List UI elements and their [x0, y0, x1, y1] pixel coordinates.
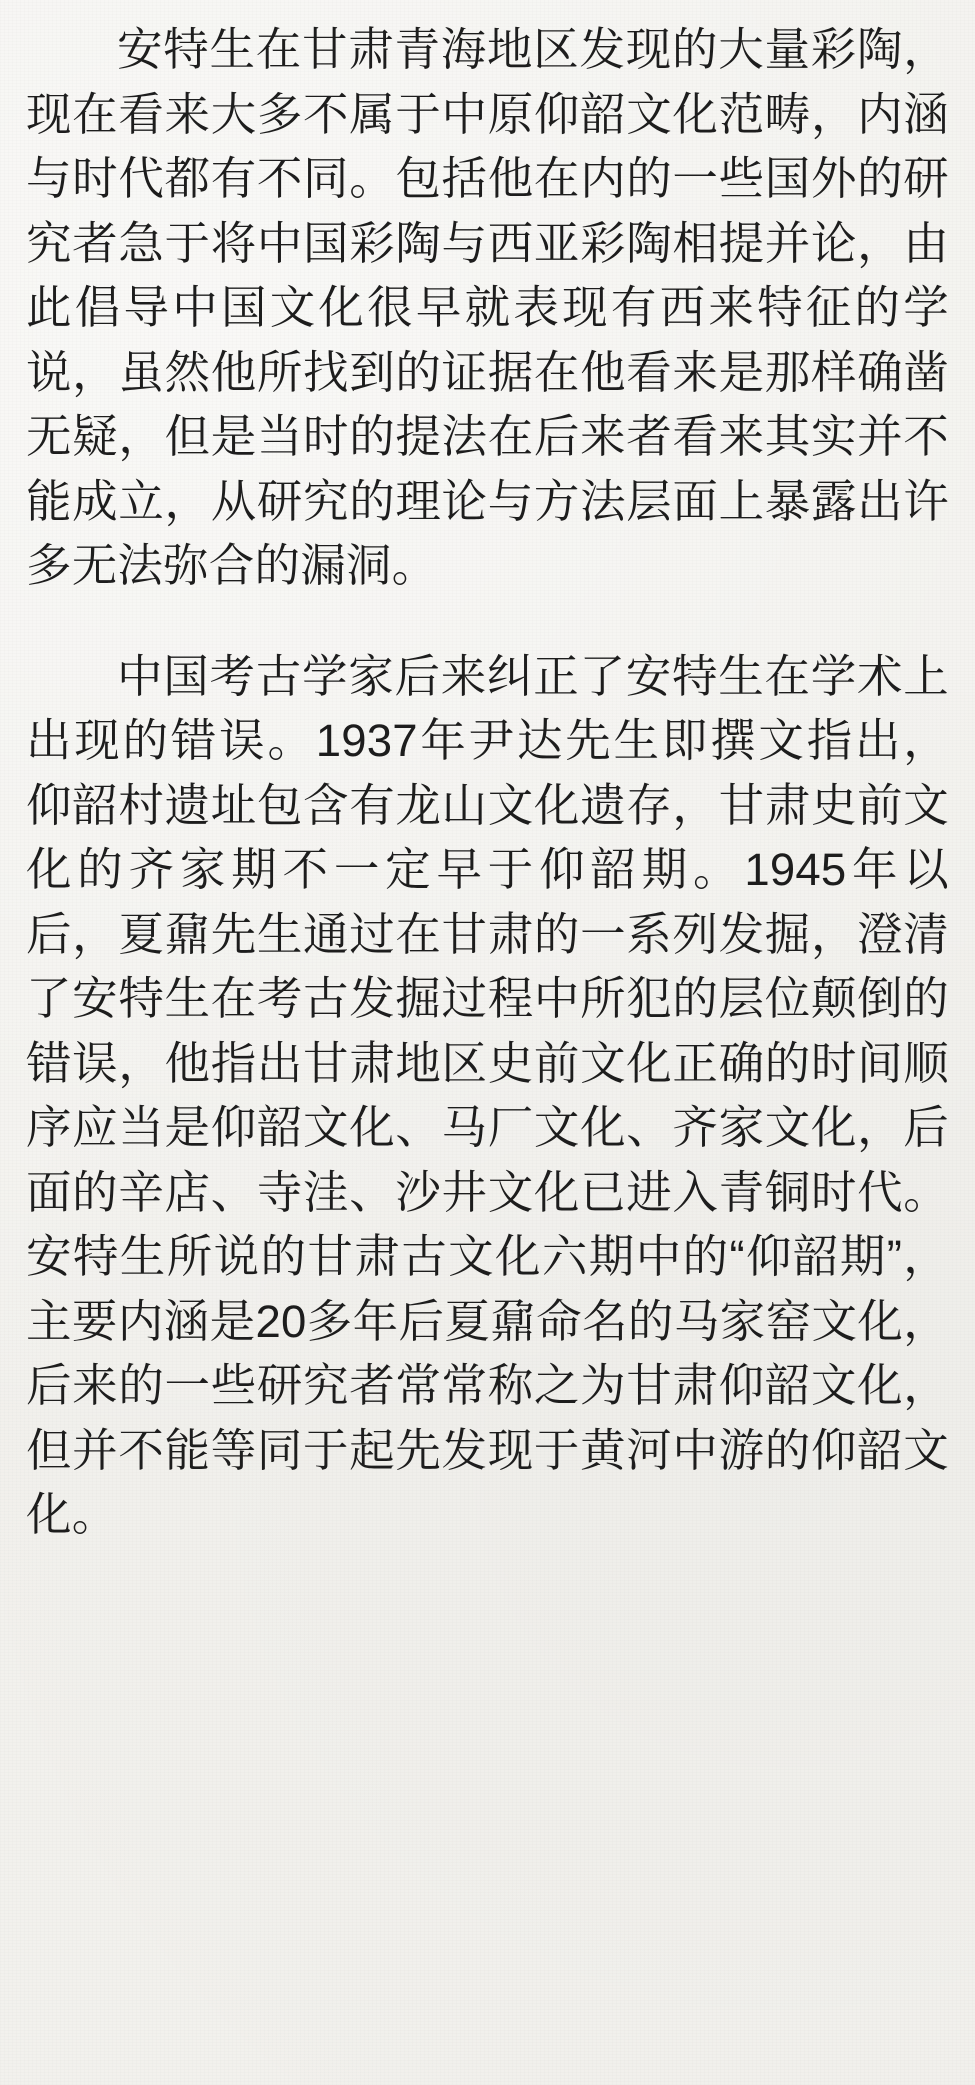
paragraph-2: 中国考古学家后来纠正了安特生在学术上出现的错误。1937年尹达先生即撰文指出，仰韶村遗址包含有龙山文化遗存，甘肃史前文化的齐家期不一定早于仰韶期。1945年以后，夏鼐先生通过在甘肃的一系列发掘，澄清了安特生在考古发掘过程中所犯的层位颠倒的错误，他指出甘肃地区史前文化正确的时间顺序应当是仰韶文化、马厂文化、齐家文化，后面的辛店、寺洼、沙井文化已进入青铜时代。安特生所说的甘肃古文化六期中的“仰韶期”，主要内涵是20多年后夏鼐命名的马家窑文化，后来的一些研究者常常称之为甘肃仰韶文化，但并不能等同于起先发现于黄河中游的仰韶文化。 [26, 650, 949, 1540]
paragraph-1: 安特生在甘肃青海地区发现的大量彩陶，现在看来大多不属于中原仰韶文化范畴，内涵与时代都有不同。包括他在内的一些国外的研究者急于将中国彩陶与西亚彩陶相提并论，由此倡导中国文化很早就表现有西来特征的学说，虽然他所找到的证据在他看来是那样确凿无疑，但是当时的提法在后来者看来其实并不能成立，从研究的理论与方法层面上暴露出许多无法弥合的漏洞。 [26, 24, 949, 591]
